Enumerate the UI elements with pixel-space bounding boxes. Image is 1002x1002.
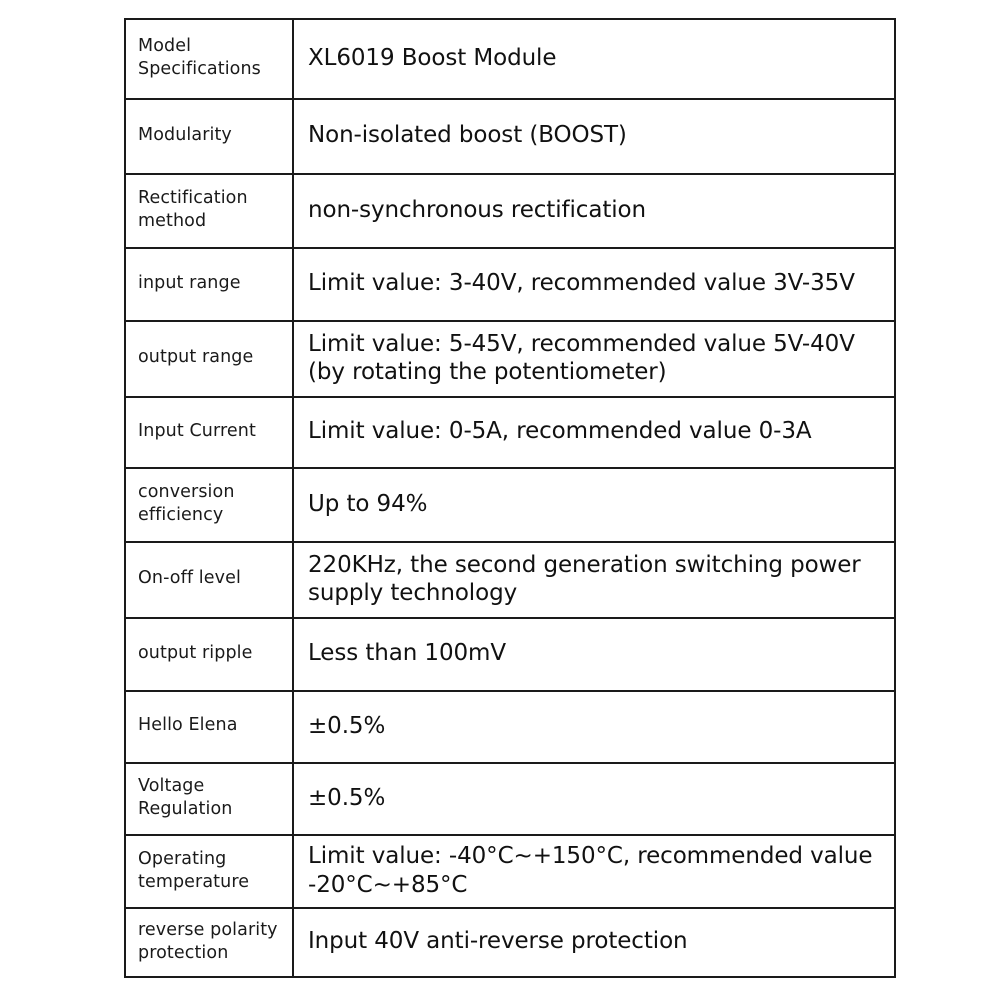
row-label-reverse-polarity-protection: [125, 908, 293, 977]
table-row: [125, 542, 895, 618]
label-line-1: reverse polarity: [138, 919, 278, 940]
table-row: [125, 908, 895, 977]
label-line-2: Regulation: [138, 799, 233, 819]
row-label-voltage-regulation: [125, 763, 293, 835]
row-label-rectification-method: [125, 174, 293, 248]
table-row: [125, 397, 895, 468]
label-line-2: temperature: [138, 871, 250, 892]
table-row: [125, 174, 895, 248]
row-label-output-range: output range: [125, 321, 293, 397]
table-row: [125, 691, 895, 763]
table-row: [125, 618, 895, 691]
row-label-on-off-level: On-off level: [125, 542, 293, 618]
row-value-reverse-polarity-protection: Input 40V anti-reverse protection: [293, 908, 895, 977]
label-line-1: Voltage: [138, 776, 205, 797]
row-value-output-ripple: Less than 100mV: [293, 618, 895, 691]
row-value-model-specifications: XL6019 Boost Module: [293, 19, 895, 99]
label-line-2: efficiency: [138, 505, 224, 525]
specifications-table: [124, 18, 896, 978]
row-value-hello-elena: ±0.5%: [293, 691, 895, 763]
row-value-input-range: Limit value: 3-40V, recommended value 3V-35V: [293, 248, 895, 321]
table-row: [125, 763, 895, 835]
table-row: [125, 19, 895, 99]
row-label-output-ripple: output ripple: [125, 618, 293, 691]
label-line-2: Specifications: [138, 59, 261, 79]
row-label-operating-temperature: [125, 835, 293, 908]
label-line-2: method: [138, 211, 207, 231]
table-row: [125, 99, 895, 174]
table-row: [125, 321, 895, 397]
row-label-input-current: Input Current: [125, 397, 293, 468]
row-label-input-range: input range: [125, 248, 293, 321]
row-label-conversion-efficiency: [125, 468, 293, 542]
row-label-model-specifications: [125, 19, 293, 99]
row-value-on-off-level: 220KHz, the second generation switching power supply technology: [293, 542, 895, 618]
label-line-1: Rectification: [138, 188, 248, 209]
row-label-hello-elena: Hello Elena: [125, 691, 293, 763]
row-value-rectification-method: non-synchronous rectification: [293, 174, 895, 248]
row-value-operating-temperature: Limit value: -40°C~+150°C, recommended value -20°C~+85°C: [293, 835, 895, 908]
label-line-1: Model: [138, 36, 192, 57]
table-row: [125, 468, 895, 542]
row-label-modularity: Modularity: [125, 99, 293, 174]
row-value-output-range: Limit value: 5-45V, recommended value 5V-40V (by rotating the potentiometer): [293, 321, 895, 397]
row-value-modularity: Non-isolated boost (BOOST): [293, 99, 895, 174]
label-line-2: protection: [138, 942, 229, 963]
row-value-conversion-efficiency: Up to 94%: [293, 468, 895, 542]
label-line-1: Operating: [138, 848, 227, 869]
table-row: [125, 248, 895, 321]
table-row: [125, 835, 895, 908]
row-value-input-current: Limit value: 0-5A, recommended value 0-3A: [293, 397, 895, 468]
row-value-voltage-regulation: ±0.5%: [293, 763, 895, 835]
label-line-1: conversion: [138, 482, 235, 503]
